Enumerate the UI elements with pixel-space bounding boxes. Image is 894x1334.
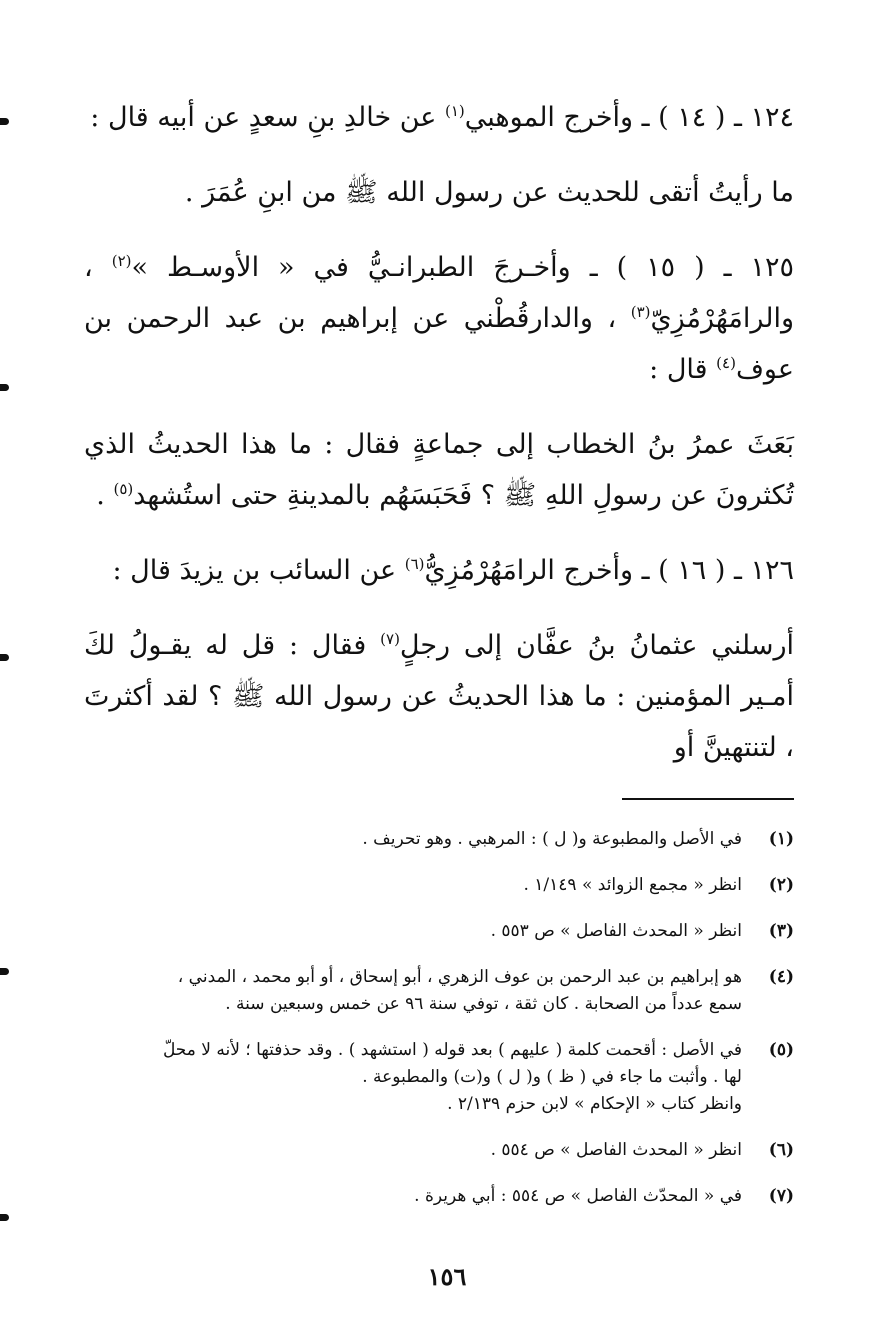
hadith-125-intro: ١٢٥ ـ ( ١٥ ) ـ وأخـرجَ الطبرانـيُّ في « الأوسـط »$^{(٢)}$ ، والرامَهُرْمُزِيّ$^{(٣)}$ ، والدارقُطْني عن إبراهيم بن عبد الرحمن بن عوف$^{(٤)}$ قال : [84, 252, 794, 385]
footnote-1: (١) في الأصل والمطبوعة و( ل ) : المرهبي . وهو تحريف . [79, 826, 794, 853]
margin-mark [0, 1214, 9, 1221]
footnote-6: (٦) انظر « المحدث الفاصل » ص ٥٥٤ . [79, 1137, 794, 1164]
footnote-ref-1[interactable]: (١) [444, 102, 465, 120]
hadith-126-quote: أرسلني عثمانُ بنُ عفَّان إلى رجلٍ$^{(٧)}$ فقال : قل له يقـولُ لكَ أمـير المؤمنين : ما هذا الحديثُ عن رسول الله ﷺ ؟ لقد أكثرتَ ، لتنتهينَّ أو [84, 630, 795, 763]
footnote-ref-6[interactable]: (٦) [404, 555, 425, 573]
footnote-number: (١) [768, 829, 794, 849]
hadith-125-quote: بَعَثَ عمرُ بنُ الخطاب إلى جماعةٍ فقال : ما هذا الحديثُ الذي تُكثرونَ عن رسولِ اللهِ ﷺ ؟ فَحَبَسَهُم بالمدينةِ حتى استُشهد$^{(٥)}$ . [84, 429, 794, 511]
footnote-ref-2[interactable]: (٢) [111, 252, 132, 270]
footnote-ref-4[interactable]: (٤) [716, 354, 736, 372]
footnote-number: (٦) [768, 1140, 794, 1160]
footnote-4: (٤) هو إبراهيم بن عبد الرحمن بن عوف الزهري ، أبو إسحاق ، أو أبو محمد ، المدني ، سمع عدداً من الصحابة . كان ثقة ، توفي سنة ٩٦ عن خمس وسبعين سنة . [79, 964, 794, 1018]
margin-mark [0, 118, 9, 125]
footnote-ref-3[interactable]: (٣) [630, 303, 651, 321]
main-text [84, 92, 794, 773]
page-number: ١٥٦ [427, 1262, 467, 1291]
footnote-3: (٣) انظر « المحدث الفاصل » ص ٥٥٣ . [79, 918, 794, 945]
footnote-number: (٣) [768, 921, 794, 941]
footnote-7: (٧) في « المحدّث الفاصل » ص ٥٥٤ : أبي هريرة . [79, 1183, 794, 1210]
footnote-number: (٤) [768, 967, 794, 987]
margin-mark [0, 968, 9, 975]
footnote-separator [622, 798, 794, 800]
hadith-126-intro: ١٢٦ ـ ( ١٦ ) ـ وأخرج الرامَهُرْمُزِيُّ$^{(٦)}$ عن السائب بن يزيدَ قال : [112, 555, 794, 586]
footnote-5: (٥) في الأصل : أقحمت كلمة ( عليهم ) بعد قوله ( استشهد ) . وقد حذفتها ؛ لأنه لا محلّ لها . وأثبت ما جاء في ( ظ ) و( ل ) و(ت) والمطبوعة . وانظر كتاب « الإحكام » لابن حزم ٢/١٣٩ . [79, 1037, 794, 1118]
footnote-number: (٢) [768, 875, 794, 895]
footnote-2: (٢) انظر « مجمع الزوائد » ١/١٤٩ . [79, 872, 794, 899]
footnote-ref-7[interactable]: (٧) [380, 630, 400, 648]
hadith-124-intro: ١٢٤ ـ ( ١٤ ) ـ وأخرج الموهبي$^{(١)}$ عن خالدِ بنِ سعدٍ عن أبيه قال : [90, 102, 794, 133]
footnote-number: (٧) [768, 1186, 794, 1206]
footnote-ref-5[interactable]: (٥) [113, 480, 134, 498]
footnote-number: (٥) [768, 1040, 794, 1060]
footnotes [79, 826, 794, 1229]
hadith-124-quote: ما رأيتُ أتقى للحديث عن رسول الله ﷺ من ابنِ عُمَرَ . [184, 177, 794, 208]
margin-mark [0, 384, 9, 391]
margin-mark [0, 654, 9, 661]
